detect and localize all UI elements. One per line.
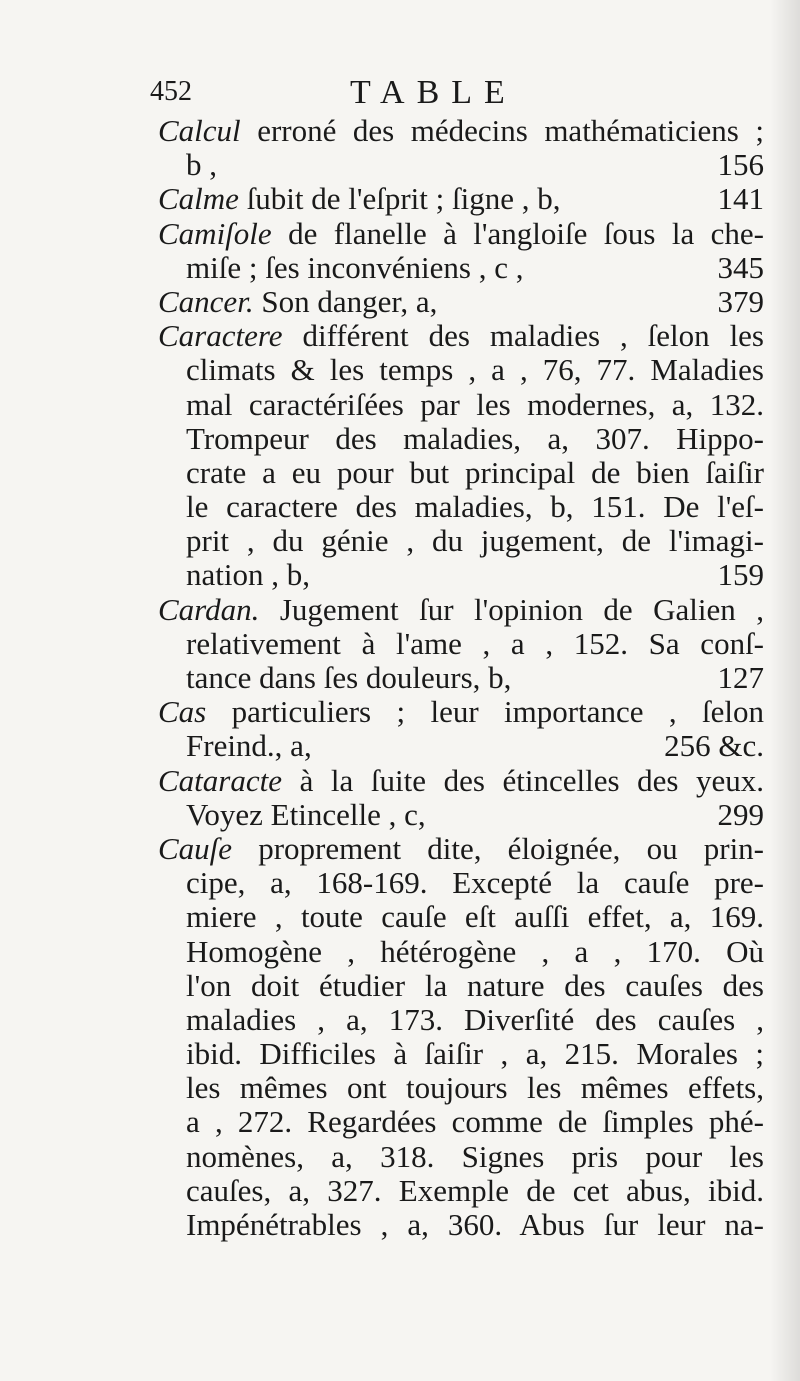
entry-line: [158, 798, 764, 832]
entry-line: [158, 353, 764, 387]
entry-page-ref: 345: [717, 249, 764, 285]
entry-line: [158, 217, 764, 251]
entry-page-ref: 379: [717, 283, 764, 319]
index-entry: [158, 319, 764, 593]
entry-text: particuliers ; leur importance , ſelon: [231, 694, 765, 730]
entry-text: les mêmes ont toujours les mêmes effets,: [186, 1070, 764, 1106]
entry-line: [158, 593, 764, 627]
index-entry: [158, 832, 764, 1242]
entry-page-ref: 127: [717, 660, 764, 695]
entry-line: [158, 456, 764, 490]
entry-text: maladies , a, 173. Diverſité des cauſes ,: [186, 1001, 764, 1037]
index-entry: [158, 285, 764, 319]
entry-text: Voyez Etincelle , c,: [186, 796, 426, 832]
entry-headword: Camiſole: [158, 215, 272, 251]
entry-text: ſubit de l'eſprit ; ſigne , b,: [246, 181, 561, 217]
index-entry: [158, 593, 764, 696]
entry-text: ibid. Difficiles à ſaiſir , a, 215. Morales ;: [186, 1036, 764, 1072]
entry-line: [158, 285, 764, 319]
entry-text: de flanelle à l'angloiſe ſous la che-: [288, 215, 765, 251]
entry-text: climats & les temps , a , 76, 77. Maladies: [186, 352, 764, 388]
entry-line: [158, 661, 764, 695]
entry-text: à la ſuite des étincelles des yeux.: [299, 762, 765, 798]
page-header: [0, 74, 800, 114]
index-entry: [158, 182, 764, 216]
entry-line: [158, 251, 764, 285]
index-entry: [158, 114, 764, 182]
entry-line: [158, 627, 764, 661]
entry-page-ref: 159: [717, 557, 764, 593]
entry-text: Jugement ſur l'opinion de Galien ,: [279, 591, 765, 627]
entry-headword: Caractere: [158, 318, 283, 354]
entry-line: [158, 319, 764, 353]
entry-text: a , 272. Regardées comme de ſimples phé-: [186, 1104, 764, 1140]
entry-headword: Cas: [158, 694, 207, 730]
entry-text: b ,: [186, 147, 217, 183]
entry-line: [158, 422, 764, 456]
entry-line: [158, 900, 764, 934]
entry-line: [158, 969, 764, 1003]
entry-text: nomènes, a, 318. Signes pris pour les: [186, 1138, 764, 1174]
entry-line: [158, 935, 764, 969]
index-entry: [158, 764, 764, 832]
entry-line: [158, 1174, 764, 1208]
entry-text: l'on doit étudier la nature des cauſes des: [186, 967, 764, 1003]
entry-text: Homogène , hétérogène , a , 170. Où: [186, 933, 764, 969]
entry-line: [158, 558, 764, 592]
entry-text: tance dans ſes douleurs, b,: [186, 660, 512, 695]
entry-line: [158, 490, 764, 524]
entry-text: relativement à l'ame , a , 152. Sa conſ-: [186, 625, 764, 661]
index-entry: [158, 217, 764, 285]
entry-headword: Cataracte: [158, 762, 282, 798]
entry-line: [158, 1105, 764, 1139]
entry-line: [158, 764, 764, 798]
entry-headword: Calme: [158, 181, 239, 217]
entry-text: Trompeur des maladies, a, 307. Hippo-: [186, 420, 764, 456]
entry-line: [158, 1140, 764, 1174]
entry-headword: Cardan.: [158, 591, 260, 627]
entry-headword: Calcul: [158, 113, 241, 148]
entry-line: [158, 182, 764, 216]
entry-line: [158, 148, 764, 182]
running-head: TABLE: [350, 74, 517, 111]
entry-text: prit , du génie , du jugement, de l'imagi-: [186, 523, 764, 559]
entry-line: [158, 1037, 764, 1071]
entry-line: [158, 832, 764, 866]
entry-text: Impénétrables , a, 360. Abus ſur leur na-: [186, 1207, 764, 1242]
entry-page-ref: 156: [717, 147, 764, 183]
entry-line: [158, 114, 764, 148]
entry-text: Freind., a,: [186, 728, 312, 764]
entry-text: cipe, a, 168-169. Excepté la cauſe pre-: [186, 865, 764, 901]
entry-line: [158, 388, 764, 422]
entry-line: [158, 695, 764, 729]
page-number: 452: [150, 76, 192, 107]
entry-page-ref: 256 &c.: [664, 728, 764, 764]
entry-line: [158, 1003, 764, 1037]
entry-text: crate a eu pour but principal de bien ſaiſir: [186, 454, 764, 490]
entry-text: Son danger, a,: [261, 283, 438, 319]
entry-text: mal caractériſées par les modernes, a, 132.: [186, 386, 764, 422]
entry-line: [158, 866, 764, 900]
entry-text: miſe ; ſes inconvéniens , c ,: [186, 249, 524, 285]
entry-text: le caractere des maladies, b, 151. De l'eſ-: [186, 489, 764, 525]
entry-text: nation , b,: [186, 557, 310, 593]
entry-line: [158, 524, 764, 558]
entry-line: [158, 1071, 764, 1105]
entry-text: miere , toute cauſe eſt auſſi effet, a, 169.: [186, 899, 764, 935]
entry-text: proprement dite, éloignée, ou prin-: [258, 830, 765, 866]
index-entry: [158, 695, 764, 763]
entry-page-ref: 141: [717, 181, 764, 217]
entry-headword: Cauſe: [158, 830, 233, 866]
entry-page-ref: 299: [717, 796, 764, 832]
entry-text: différent des maladies , ſelon les: [302, 318, 764, 354]
entry-line: [158, 729, 764, 763]
entry-text: erroné des médecins mathématiciens ;: [257, 113, 764, 148]
entry-text: cauſes, a, 327. Exemple de cet abus, ibid.: [186, 1172, 764, 1208]
entry-headword: Cancer.: [158, 283, 254, 319]
entry-line: [158, 1208, 764, 1242]
index-entries: [158, 114, 764, 1242]
